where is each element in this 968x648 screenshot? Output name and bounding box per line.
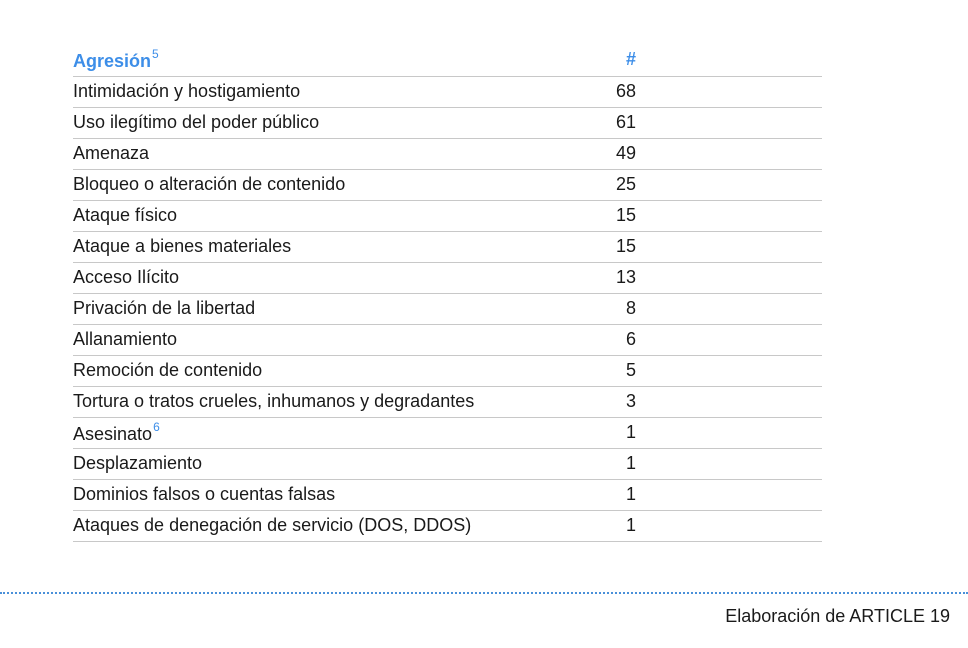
table-row [73, 108, 822, 139]
row-count: 15 [615, 236, 636, 256]
table-row [73, 139, 822, 170]
row-count: 6 [625, 329, 636, 349]
table-row [73, 449, 822, 480]
table-row [73, 387, 822, 418]
row-label: Remoción de contenido [73, 360, 263, 380]
row-label: Ataques de denegación de servicio (DOS, DDOS) [73, 515, 472, 535]
row-label: Acceso Ilícito [73, 267, 180, 287]
table-row [73, 480, 822, 511]
row-label: Asesinato [73, 424, 153, 444]
row-count: 15 [615, 205, 636, 225]
table-row [73, 201, 822, 232]
aggression-table [73, 44, 822, 542]
row-count: 3 [625, 391, 636, 411]
table-row [73, 263, 822, 294]
table-row [73, 511, 822, 542]
row-count: 8 [625, 298, 636, 318]
row-label: Ataque físico [73, 205, 178, 225]
row-label: Bloqueo o alteración de contenido [73, 174, 346, 194]
row-label: Allanamiento [73, 329, 178, 349]
row-count: 1 [625, 422, 636, 442]
table-header [73, 44, 822, 77]
row-count: 13 [615, 267, 636, 287]
row-count: 61 [615, 112, 636, 132]
table-row [73, 232, 822, 263]
row-label: Desplazamiento [73, 453, 203, 473]
row-label: Intimidación y hostigamiento [73, 81, 301, 101]
row-footnote-marker[interactable]: 6 [153, 420, 160, 434]
row-label: Uso ilegítimo del poder público [73, 112, 320, 132]
row-count: 1 [625, 515, 636, 535]
row-count: 1 [625, 484, 636, 504]
row-count: 5 [625, 360, 636, 380]
row-count: 49 [615, 143, 636, 163]
dotted-divider [0, 592, 968, 594]
table-row [73, 170, 822, 201]
table-row [73, 77, 822, 108]
row-label: Amenaza [73, 143, 150, 163]
header-aggression-label [73, 49, 159, 72]
row-count: 1 [625, 453, 636, 473]
source-credit: Elaboración de ARTICLE 19 [725, 606, 950, 626]
row-label-with-footnote [73, 422, 160, 445]
row-label: Tortura o tratos crueles, inhumanos y degradantes [73, 391, 475, 411]
row-count: 25 [615, 174, 636, 194]
row-label: Ataque a bienes materiales [73, 236, 292, 256]
table-row [73, 418, 822, 449]
table-row [73, 325, 822, 356]
table-row [73, 356, 822, 387]
row-label: Privación de la libertad [73, 298, 256, 318]
row-label: Dominios falsos o cuentas falsas [73, 484, 336, 504]
header-aggression-text: Agresión [73, 51, 152, 71]
row-count: 68 [615, 81, 636, 101]
header-footnote-marker[interactable]: 5 [152, 47, 159, 61]
table-row [73, 294, 822, 325]
header-count-label: # [625, 49, 636, 69]
